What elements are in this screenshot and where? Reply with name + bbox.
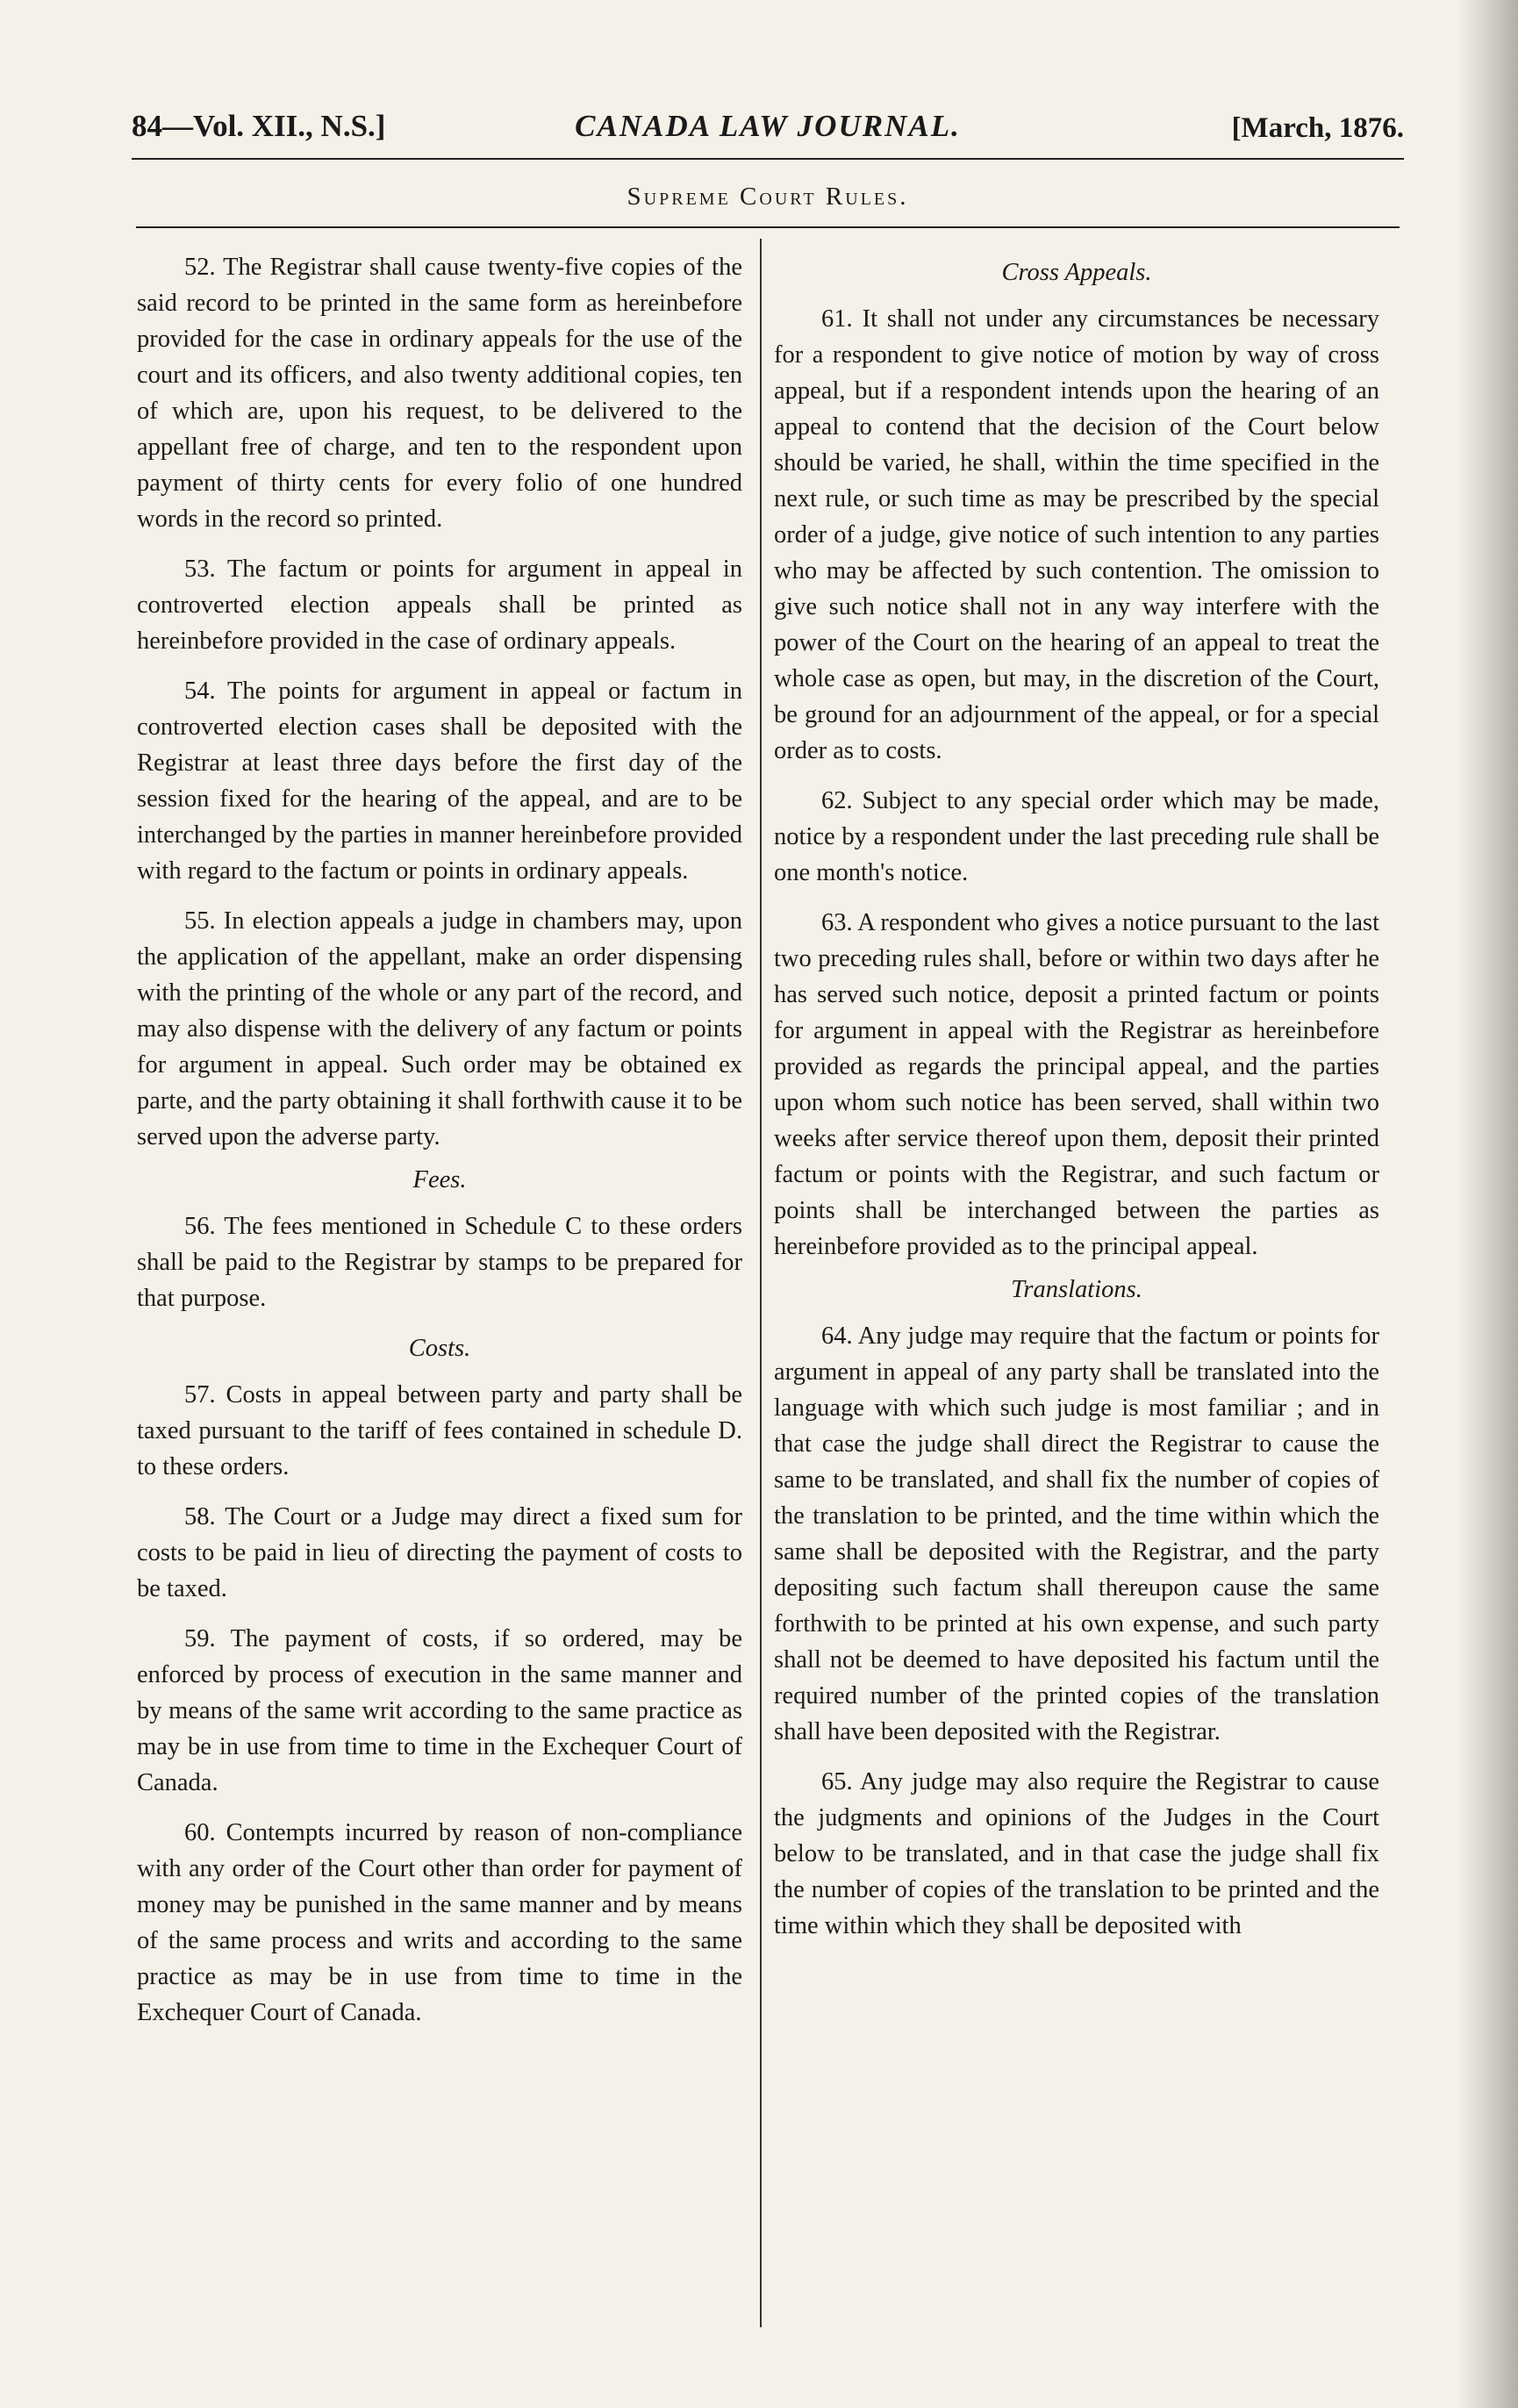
- rule-60: 60. Contempts incurred by reason of non-compliance with any order of the Court other than order for payment of money may be punished in the same manner and by means of the same process and writs and according to the same practice as may be in use from time to time in the Exchequer Court of Canada.: [137, 1819, 742, 2026]
- heading-costs: Costs.: [408, 1335, 471, 1362]
- rule-63: 63. A respondent who gives a notice pursuant to the last two preceding rules shall, before or within two days after he has served such notice, deposit a printed factum or points for argument in appeal with the Registrar as hereinbefore provided as regards the principal appeal, and the parties upon whom such notice has been served, shall within two weeks after service thereof upon them, deposit their printed factum or points with the Registrar, and such factum or points shall be interchanged between the parties as hereinbefore provided as to the principal appeal.: [774, 909, 1379, 1260]
- rule-64: 64. Any judge may require that the factum or points for argument in appeal of any party shall be translated into the language with which such judge is most familiar ; and in that case the judge shall direct the Registrar to cause the same to be translated, and shall fix the number of copies of the translation to be printed, and the time within which the same shall be deposited with the Registrar, and the party depositing such factum shall thereupon cause the same forthwith to be printed at his own expense, and such party shall not be deemed to have deposited his factum until the required number of the printed copies of the translation shall have been deposited with the Registrar.: [774, 1322, 1379, 1745]
- rule-52: 52. The Registrar shall cause twenty-five copies of the said record to be printed in the same form as hereinbefore provided for the case in ordinary appeals for the use of the court and its officers, and also twenty additional copies, ten of which are, upon his request, to be delivered to the appellant free of charge, and ten to the respondent upon payment of thirty cents for every folio of one hundred words in the record so printed.: [137, 254, 742, 533]
- heading-translations: Translations.: [1011, 1276, 1142, 1303]
- volume-label: 84—Vol. XII., N.S.]: [132, 109, 386, 143]
- rule-56: 56. The fees mentioned in Schedule C to these orders shall be paid to the Registrar by stamps to be prepared for that purpose.: [137, 1213, 742, 1312]
- section-rule: [136, 226, 1400, 228]
- rule-55: 55. In election appeals a judge in chambers may, upon the application of the appellant, make an order dispensing with the printing of the whole or any part of the record, and may also dispense with the delivery of any factum or points for argument in appeal. Such order may be obtained ex parte, and the party obtaining it shall forthwith cause it to be served upon the adverse party.: [137, 907, 742, 1150]
- rule-65: 65. Any judge may also require the Registrar to cause the judgments and opinions of the Judges in the Court below to be translated, and in that case the judge shall fix the number of copies of the translation to be printed and the time within which they shall be deposited with: [774, 1768, 1379, 1939]
- rule-54: 54. The points for argument in appeal or factum in controverted election cases shall be deposited with the Registrar at least three days before the first day of the session fixed for the hearing of the appeal, and are to be interchanged by the parties in manner hereinbefore provided with regard to the factum or points in ordinary appeals.: [137, 677, 742, 885]
- journal-title: CANADA LAW JOURNAL.: [575, 109, 961, 143]
- running-header: [132, 104, 1404, 156]
- rule-57: 57. Costs in appeal between party and party shall be taxed pursuant to the tariff of fees contained in schedule D. to these orders.: [137, 1381, 742, 1480]
- heading-cross-appeals: Cross Appeals.: [1001, 259, 1152, 286]
- rule-53: 53. The factum or points for argument in appeal in controverted election appeals shall be printed as hereinbefore provided in the case of ordinary appeals.: [137, 555, 742, 655]
- header-rule: [132, 158, 1404, 160]
- rule-62: 62. Subject to any special order which may be made, notice by a respondent under the last preceding rule shall be one month's notice.: [774, 787, 1379, 886]
- rule-61: 61. It shall not under any circumstances be necessary for a respondent to give notice of motion by way of cross appeal, but if a respondent intends upon the hearing of an appeal to contend that the decision of the Court below should be varied, he shall, within the time specified in the next rule, or such time as may be prescribed by the special order of a judge, give notice of such intention to any parties who may be affected by such contention. The omission to give such notice shall not in any way interfere with the power of the Court on the hearing of an appeal to treat the whole case as open, but may, in the discretion of the Court, be ground for an adjournment of the appeal, or for a special order as to costs.: [774, 305, 1379, 764]
- rule-59: 59. The payment of costs, if so ordered, may be enforced by process of execution in the same manner and by means of the same writ according to the same practice as may be in use from time to time in the Exchequer Court of Canada.: [137, 1625, 742, 1796]
- right-column: [774, 249, 1379, 1958]
- rule-58: 58. The Court or a Judge may direct a fixed sum for costs to be paid in lieu of directing the payment of costs to be taxed.: [137, 1503, 742, 1602]
- section-title: Supreme Court Rules.: [627, 183, 909, 211]
- issue-date: [March, 1876.: [1231, 112, 1404, 144]
- heading-fees: Fees.: [412, 1166, 467, 1193]
- page-edge-shadow: [1457, 0, 1518, 2408]
- left-column: [137, 249, 742, 2045]
- column-divider: [760, 239, 762, 2327]
